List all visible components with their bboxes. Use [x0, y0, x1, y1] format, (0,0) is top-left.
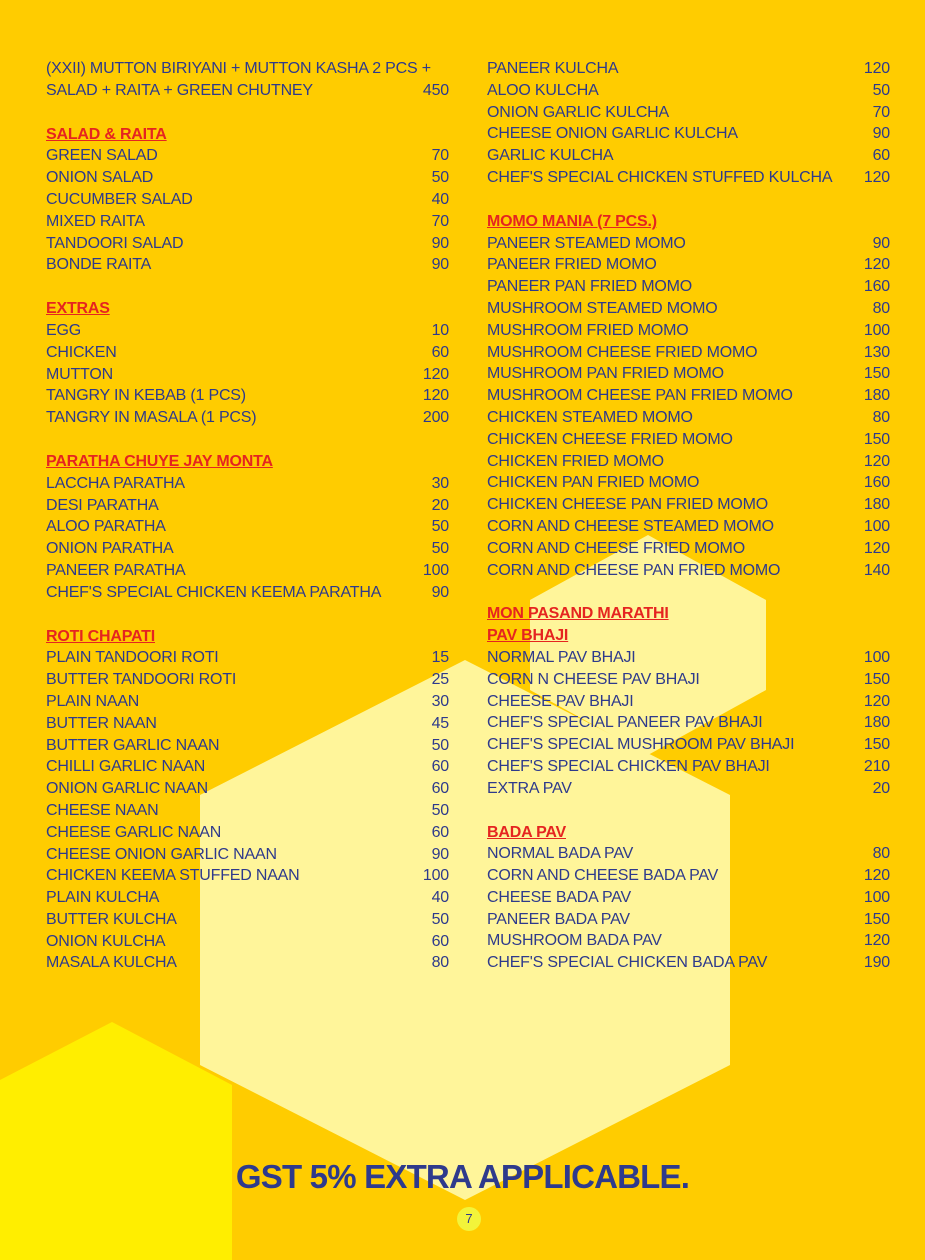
gst-note: GST 5% EXTRA APPLICABLE.	[235, 1158, 690, 1195]
menu-item-name: CORN AND CHEESE STEAMED MOMO	[487, 517, 774, 535]
menu-item-price: 50	[431, 801, 449, 819]
menu-item-name: CHEESE BADA PAV	[487, 888, 632, 906]
menu-item-price: 40	[431, 190, 449, 208]
menu-item-price: 60	[431, 932, 449, 950]
menu-item-price: 60	[872, 147, 890, 165]
menu-item-name: CORN AND CHEESE BADA PAV	[487, 867, 719, 885]
menu-item-price: 180	[863, 714, 890, 732]
menu-item	[46, 713, 449, 735]
menu-item	[46, 495, 449, 517]
menu-item	[487, 691, 890, 713]
menu-item-price: 90	[872, 234, 890, 252]
menu-item	[46, 560, 449, 582]
menu-item-name: BUTTER TANDOORI ROTI	[46, 671, 237, 689]
menu-item	[487, 538, 890, 560]
menu-item-name: ONION KULCHA	[46, 932, 166, 950]
section-heading: BADA PAV	[487, 823, 566, 841]
menu-item	[46, 647, 449, 669]
menu-item-price: 120	[863, 692, 890, 710]
menu-item-price: 120	[863, 452, 890, 470]
menu-item-price: 120	[863, 932, 890, 950]
menu-item-name: CORN AND CHEESE FRIED MOMO	[487, 539, 745, 557]
menu-item-price: 50	[431, 540, 449, 558]
menu-item-price: 120	[863, 539, 890, 557]
menu-item	[487, 494, 890, 516]
menu-item-name: BONDE RAITA	[46, 256, 152, 274]
menu-item-name: BUTTER GARLIC NAAN	[46, 736, 220, 754]
menu-item	[46, 822, 449, 844]
menu-item	[487, 843, 890, 865]
menu-item-name: PANEER BADA PAV	[487, 910, 630, 928]
menu-item	[46, 211, 449, 233]
menu-item	[46, 865, 449, 887]
menu-item-price: 50	[431, 518, 449, 536]
right-sections	[487, 58, 890, 974]
menu-item	[46, 189, 449, 211]
menu-item	[46, 407, 449, 429]
menu-item	[46, 145, 449, 167]
menu-item	[46, 167, 449, 189]
menu-item	[46, 254, 449, 276]
menu-item-price: 30	[431, 692, 449, 710]
menu-item-price: 90	[431, 234, 449, 252]
menu-item	[487, 342, 890, 364]
menu-item	[487, 233, 890, 255]
menu-item-name: ONION SALAD	[46, 169, 154, 187]
menu-item-price: 60	[431, 343, 449, 361]
menu-item	[487, 865, 890, 887]
menu-item-name: MUSHROOM CHEESE FRIED MOMO	[487, 343, 758, 361]
menu-item-price: 60	[431, 758, 449, 776]
menu-section	[46, 124, 449, 277]
menu-item	[46, 473, 449, 495]
menu-item-name: MUSHROOM CHEESE PAN FRIED MOMO	[487, 387, 793, 405]
menu-item-name: CHEESE ONION GARLIC NAAN	[46, 845, 277, 863]
combo-line-1: (XXII) MUTTON BIRIYANI + MUTTON KASHA 2 PCS +	[46, 60, 431, 77]
menu-item-price: 180	[863, 496, 890, 514]
menu-item	[487, 123, 890, 145]
menu-item-name: MUSHROOM FRIED MOMO	[487, 321, 689, 339]
menu-item-name: CORN AND CHEESE PAN FRIED MOMO	[487, 561, 781, 579]
menu-item-name: PANEER PAN FRIED MOMO	[487, 278, 693, 296]
menu-item	[487, 887, 890, 909]
menu-item-name: CHILLI GARLIC NAAN	[46, 758, 206, 776]
menu-item-price: 180	[863, 387, 890, 405]
menu-item-name: ALOO PARATHA	[46, 518, 166, 536]
menu-item-name: CORN N CHEESE PAV BHAJI	[487, 670, 700, 688]
menu-item-price: 100	[863, 888, 890, 906]
combo-line-2: SALAD + RAITA + GREEN CHUTNEY	[46, 81, 313, 99]
menu-item	[487, 80, 890, 102]
menu-item-price: 100	[422, 561, 449, 579]
menu-item	[46, 364, 449, 386]
menu-item-price: 70	[431, 212, 449, 230]
menu-item	[487, 276, 890, 298]
menu-item-name: TANGRY IN KEBAB (1 PCS)	[46, 387, 246, 405]
menu-item	[487, 167, 890, 189]
menu-item-price: 50	[431, 169, 449, 187]
menu-item-price: 10	[431, 321, 449, 339]
page-number: 7	[457, 1207, 481, 1231]
menu-item-name: MUSHROOM BADA PAV	[487, 932, 662, 950]
menu-item	[46, 516, 449, 538]
menu-item	[46, 538, 449, 560]
menu-item-name: CHICKEN FRIED MOMO	[487, 452, 664, 470]
menu-item	[46, 385, 449, 407]
menu-item-price: 25	[431, 671, 449, 689]
menu-item-price: 150	[863, 365, 890, 383]
menu-item-name: MASALA KULCHA	[46, 954, 177, 972]
menu-section	[487, 211, 890, 582]
menu-item-price: 130	[863, 343, 890, 361]
menu-item	[487, 385, 890, 407]
menu-item-price: 20	[431, 496, 449, 514]
menu-item-name: MUSHROOM PAN FRIED MOMO	[487, 365, 724, 383]
combo-price: 450	[422, 81, 449, 99]
menu-item-name: CUCUMBER SALAD	[46, 190, 193, 208]
menu-item-name: CHEESE ONION GARLIC KULCHA	[487, 125, 738, 143]
menu-item-price: 100	[422, 867, 449, 885]
menu-item-name: PLAIN KULCHA	[46, 889, 160, 907]
menu-section	[487, 603, 890, 799]
menu-item-name: PANEER PARATHA	[46, 561, 186, 579]
menu-item-name: CHICKEN KEEMA STUFFED NAAN	[46, 867, 300, 885]
menu-item-name: ONION GARLIC KULCHA	[487, 103, 670, 121]
menu-item	[487, 254, 890, 276]
menu-item-name: EGG	[46, 321, 81, 339]
menu-item-price: 80	[872, 408, 890, 426]
menu-item-price: 60	[431, 780, 449, 798]
menu-item	[46, 909, 449, 931]
section-heading: SALAD & RAITA	[46, 125, 167, 143]
combo-item	[46, 58, 449, 102]
menu-item	[46, 931, 449, 953]
menu-item-price: 80	[431, 954, 449, 972]
menu-item-price: 90	[872, 125, 890, 143]
menu-item-name: CHICKEN STEAMED MOMO	[487, 408, 693, 426]
left-sections	[46, 124, 449, 975]
menu-item	[487, 407, 890, 429]
menu-item	[487, 429, 890, 451]
section-heading: ROTI CHAPATI	[46, 627, 155, 645]
menu-item	[487, 712, 890, 734]
menu-item	[487, 930, 890, 952]
menu-item-name: NORMAL BADA PAV	[487, 845, 634, 863]
menu-item	[487, 756, 890, 778]
menu-item-name: CHEF'S SPECIAL PANEER PAV BHAJI	[487, 714, 763, 732]
menu-item-name: GREEN SALAD	[46, 147, 158, 165]
menu-item-name: PLAIN NAAN	[46, 692, 140, 710]
section-heading: EXTRAS	[46, 300, 110, 318]
menu-item-name: ONION PARATHA	[46, 540, 174, 558]
menu-item-name: PANEER KULCHA	[487, 60, 619, 77]
menu-item-name: CHICKEN PAN FRIED MOMO	[487, 474, 700, 492]
menu-item	[46, 756, 449, 778]
menu-item-price: 15	[431, 649, 449, 667]
menu-section	[46, 451, 449, 604]
menu-item	[487, 102, 890, 124]
menu-section	[487, 822, 890, 975]
menu-item-name: CHEESE GARLIC NAAN	[46, 823, 222, 841]
menu-item-price: 100	[863, 648, 890, 666]
menu-item-name: CHEF'S SPECIAL CHICKEN BADA PAV	[487, 954, 768, 972]
menu-item-price: 150	[863, 736, 890, 754]
menu-item-price: 120	[863, 867, 890, 885]
menu-item-name: CHICKEN CHEESE FRIED MOMO	[487, 430, 733, 448]
menu-item-price: 100	[863, 321, 890, 339]
menu-item	[487, 669, 890, 691]
menu-item-name: CHICKEN CHEESE PAN FRIED MOMO	[487, 496, 769, 514]
menu-item	[487, 363, 890, 385]
menu-item-name: TANGRY IN MASALA (1 PCS)	[46, 409, 257, 427]
menu-item-name: TANDOORI SALAD	[46, 234, 184, 252]
menu-item-price: 120	[863, 60, 890, 77]
menu-item-name: ONION GARLIC NAAN	[46, 780, 208, 798]
menu-item-price: 120	[863, 168, 890, 186]
menu-section	[46, 298, 449, 429]
menu-item-price: 140	[863, 561, 890, 579]
menu-item	[46, 800, 449, 822]
menu-item-name: GARLIC KULCHA	[487, 147, 614, 165]
menu-item	[487, 516, 890, 538]
menu-item-price: 120	[422, 365, 449, 383]
menu-item-price: 90	[431, 583, 449, 601]
menu-item-price: 50	[431, 736, 449, 754]
menu-item-price: 90	[431, 845, 449, 863]
menu-item	[46, 952, 449, 974]
menu-item-name: CHEF'S SPECIAL CHICKEN STUFFED KULCHA	[487, 168, 833, 186]
menu-item	[487, 734, 890, 756]
menu-item-price: 210	[863, 757, 890, 775]
menu-item-price: 160	[863, 278, 890, 296]
section-heading: MOMO MANIA (7 PCS.)	[487, 212, 657, 230]
section-heading-line-2: PAV BHAJI	[487, 627, 569, 645]
section-heading: MON PASAND MARATHI	[487, 605, 669, 623]
menu-item	[487, 145, 890, 167]
menu-item-price: 100	[863, 517, 890, 535]
menu-column-left	[46, 58, 449, 996]
menu-item-price: 60	[431, 823, 449, 841]
menu-item	[46, 669, 449, 691]
menu-item-price: 120	[863, 256, 890, 274]
menu-item-name: CHICKEN	[46, 343, 117, 361]
menu-item-price: 160	[863, 474, 890, 492]
menu-item-name: MIXED RAITA	[46, 212, 145, 230]
menu-item-price: 90	[431, 256, 449, 274]
menu-item-name: PANEER FRIED MOMO	[487, 256, 657, 274]
menu-item-name: CHEF'S SPECIAL CHICKEN KEEMA PARATHA	[46, 583, 382, 601]
menu-item	[46, 691, 449, 713]
menu-item-name: BUTTER KULCHA	[46, 910, 177, 928]
menu-item-name: LACCHA PARATHA	[46, 474, 185, 492]
menu-item-name: EXTRA PAV	[487, 779, 572, 797]
menu-item-price: 150	[863, 670, 890, 688]
menu-item-name: ALOO KULCHA	[487, 81, 599, 99]
menu-item-price: 70	[872, 103, 890, 121]
menu-item-name: BUTTER NAAN	[46, 714, 157, 732]
menu-item	[487, 778, 890, 800]
menu-item-name: CHEF'S SPECIAL MUSHROOM PAV BHAJI	[487, 736, 795, 754]
menu-item	[487, 472, 890, 494]
menu-item	[487, 320, 890, 342]
menu-item	[46, 582, 449, 604]
menu-item-price: 80	[872, 845, 890, 863]
menu-item-price: 20	[872, 779, 890, 797]
menu-item-name: DESI PARATHA	[46, 496, 159, 514]
menu-item-name: MUSHROOM STEAMED MOMO	[487, 299, 718, 317]
menu-item-price: 40	[431, 889, 449, 907]
menu-item	[46, 233, 449, 255]
section-heading: PARATHA CHUYE JAY MONTA	[46, 452, 273, 470]
menu-item	[487, 58, 890, 80]
menu-item-name: PLAIN TANDOORI ROTI	[46, 649, 219, 667]
menu-item	[487, 647, 890, 669]
menu-item-price: 50	[431, 910, 449, 928]
menu-item-price: 190	[863, 954, 890, 972]
menu-item-price: 150	[863, 910, 890, 928]
menu-section	[46, 626, 449, 975]
menu-item	[46, 735, 449, 757]
menu-item	[46, 342, 449, 364]
combo-line-2-row	[46, 80, 449, 102]
menu-item-price: 45	[431, 714, 449, 732]
menu-item-name: CHEESE NAAN	[46, 801, 159, 819]
menu-item-price: 200	[422, 409, 449, 427]
menu-item	[487, 451, 890, 473]
menu-item-price: 30	[431, 474, 449, 492]
menu-item-name: MUTTON	[46, 365, 113, 383]
menu-item-price: 120	[422, 387, 449, 405]
menu-item-price: 50	[872, 81, 890, 99]
hexagon-bottom-left	[0, 1022, 232, 1260]
menu-item-price: 150	[863, 430, 890, 448]
menu-item	[46, 778, 449, 800]
menu-item	[46, 887, 449, 909]
menu-item	[46, 844, 449, 866]
menu-item-price: 80	[872, 299, 890, 317]
menu-item-name: NORMAL PAV BHAJI	[487, 648, 636, 666]
menu-item	[46, 320, 449, 342]
menu-item	[487, 298, 890, 320]
menu-item-price: 70	[431, 147, 449, 165]
menu-item-name: PANEER STEAMED MOMO	[487, 234, 686, 252]
menu-item	[487, 560, 890, 582]
menu-item	[487, 909, 890, 931]
menu-section	[487, 58, 890, 189]
menu-item-name: CHEF'S SPECIAL CHICKEN PAV BHAJI	[487, 757, 770, 775]
menu-item-name: CHEESE PAV BHAJI	[487, 692, 634, 710]
menu-item	[487, 952, 890, 974]
menu-column-right	[487, 58, 890, 996]
